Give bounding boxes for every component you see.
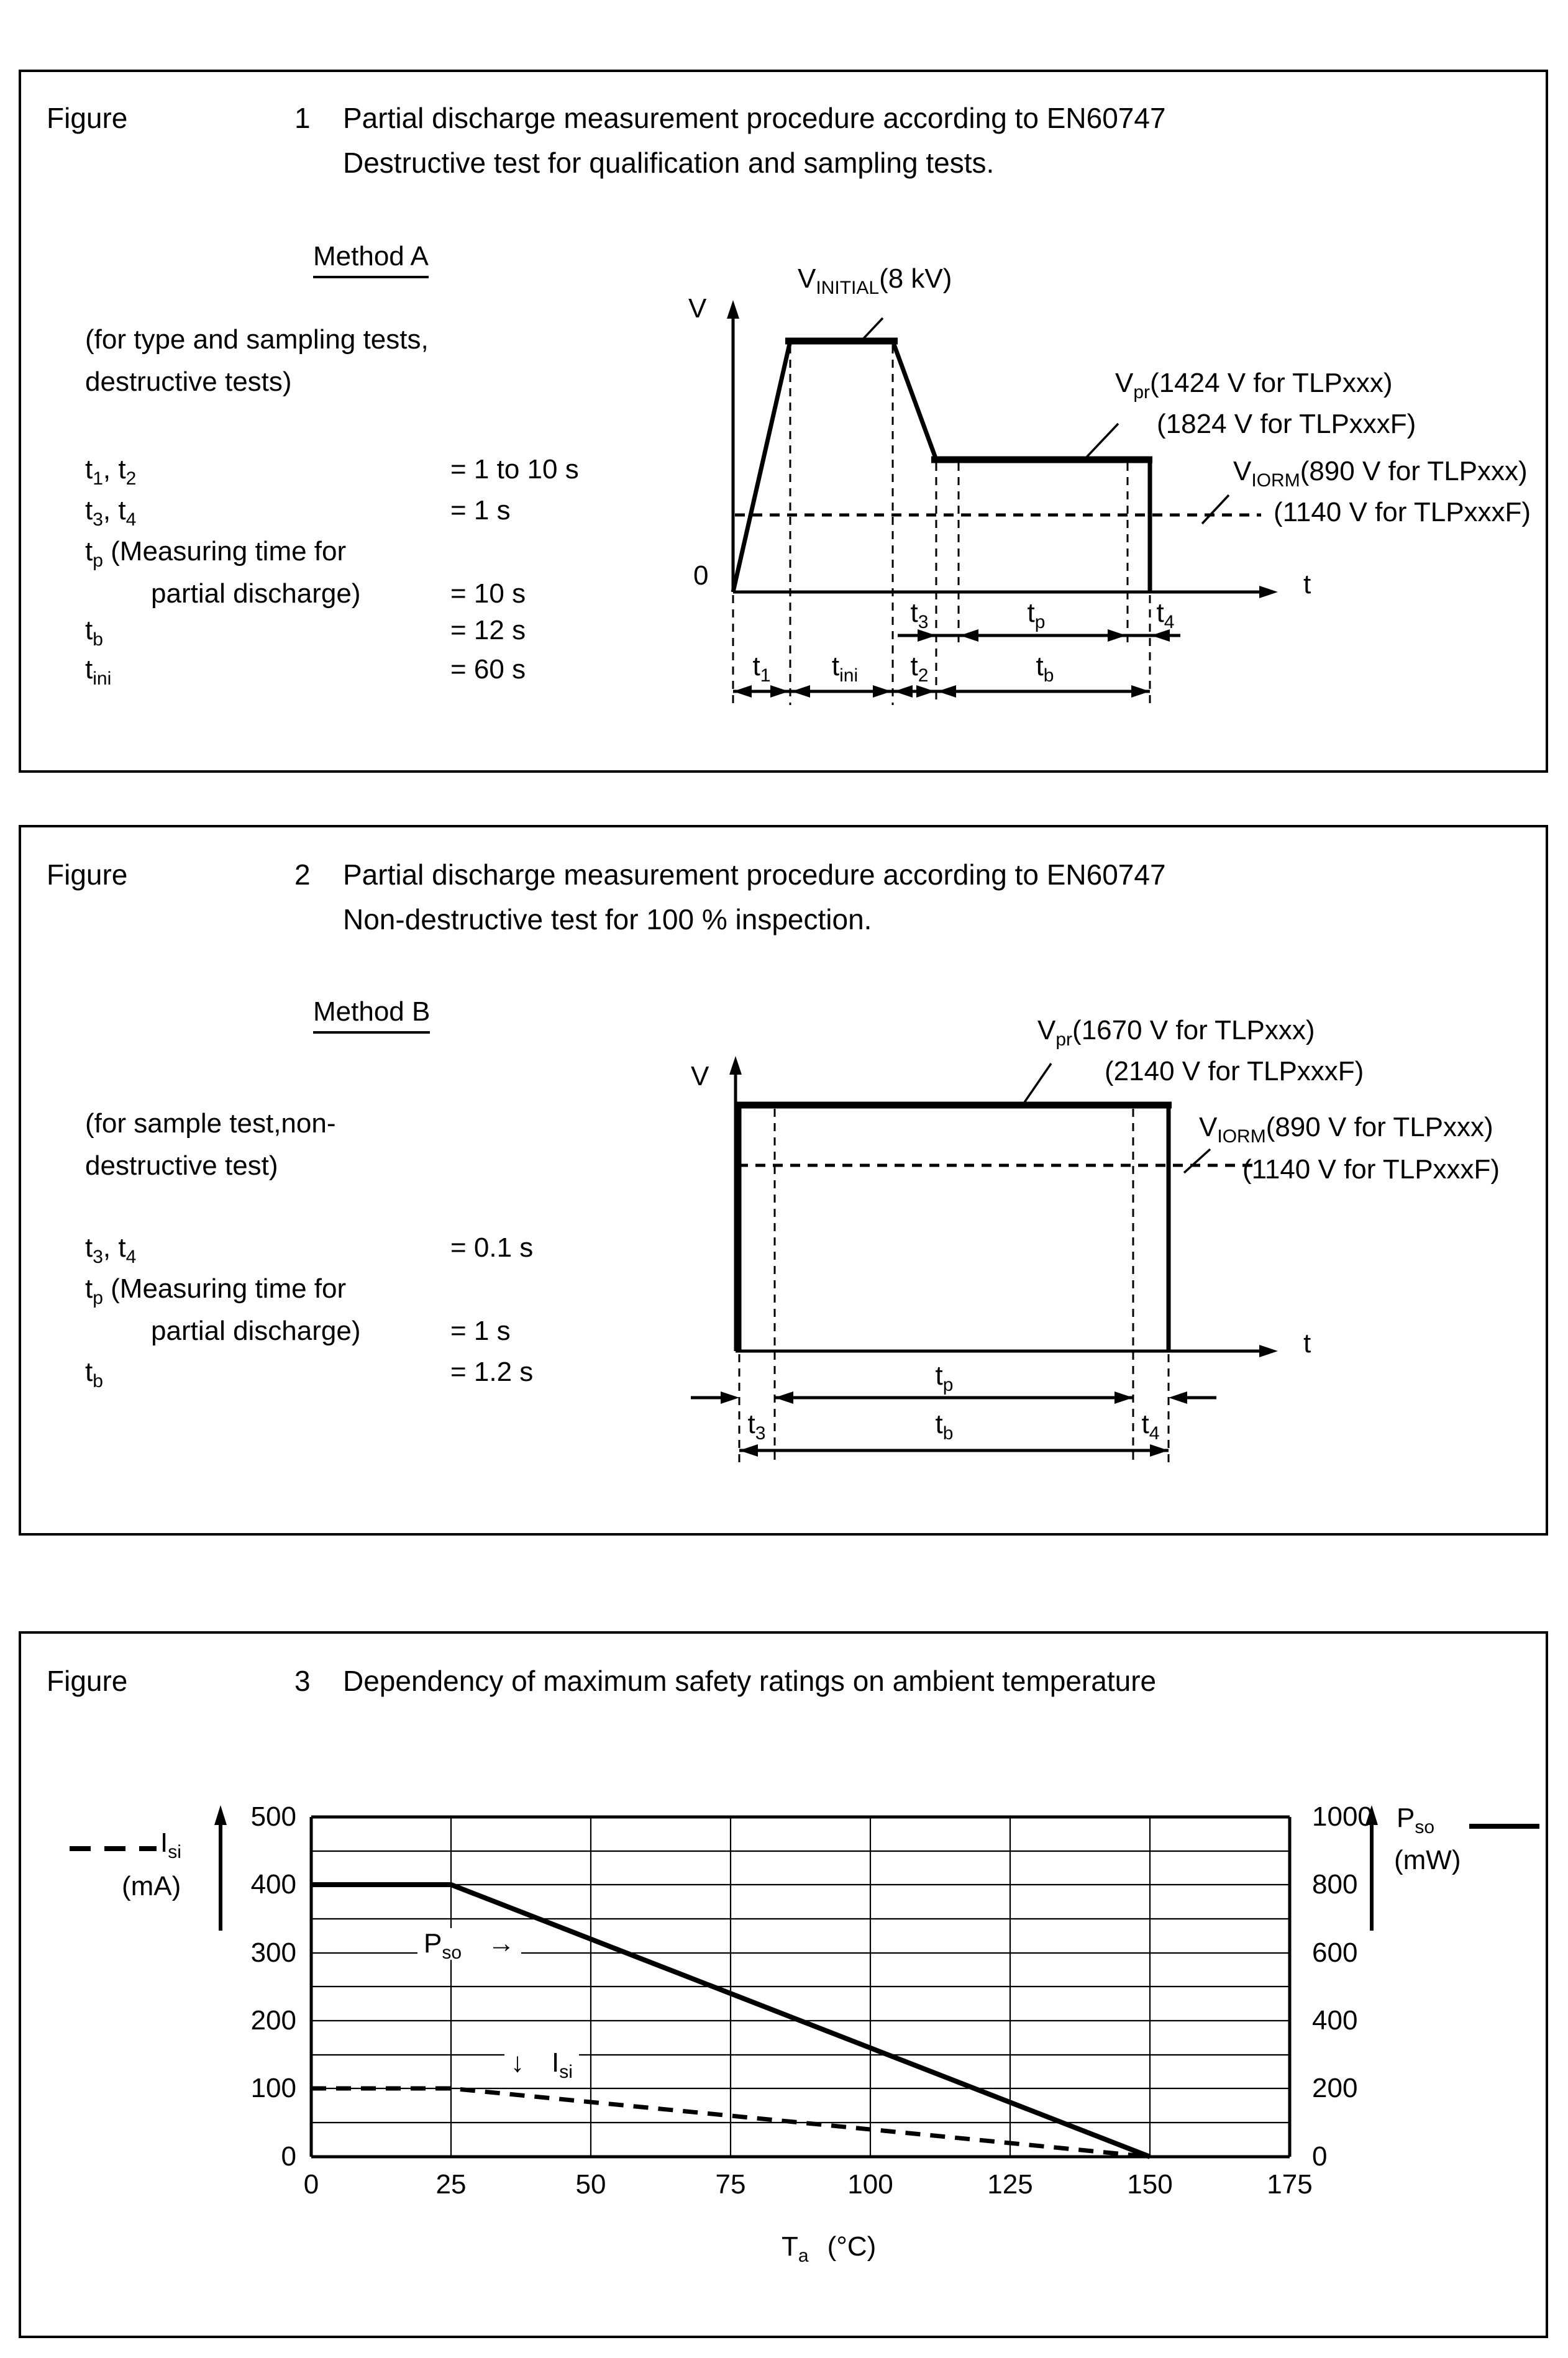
figure1-vpr-label-line1: $V_{pr}(1424$ V for TLPxxx) (1115, 368, 1393, 403)
figure2-param-tp-value: = 1 s (450, 1316, 511, 1346)
figure2-v-axis-label: V (691, 1061, 709, 1091)
figure2-tp-interval-label: $t_p$ (935, 1360, 954, 1395)
figure2-t3-interval-label: $t_3$ (747, 1409, 766, 1444)
right-axis-tick-600: 600 (1312, 1937, 1358, 1968)
figure2-title-line2: Non-destructive test for 100 % inspection. (343, 903, 872, 935)
figure1-tb-interval-label: $t_b$ (1036, 651, 1054, 686)
figure1-title-line1: Partial discharge measurement procedure according to EN60747 (343, 102, 1166, 134)
figure2-method: Method B (313, 996, 430, 1034)
right-axis-tick-0: 0 (1312, 2141, 1328, 2172)
figure1-param-tb: $t_b$ (85, 615, 103, 650)
figure1-param-t3t4: $t_3$, $t_4$ (85, 495, 137, 530)
tb-dimension-arrows (739, 1444, 1169, 1457)
figure3-right-legend-pso: $P_{so}$ (1397, 1803, 1435, 1837)
figure1-param-t1t2-value: = 1 to 10 s (450, 454, 579, 485)
right-axis-tick-1000: 1000 (1312, 1801, 1373, 1832)
time-boundary-dashes (739, 1109, 1169, 1466)
tp-dimension-arrows (691, 1391, 1216, 1404)
left-axis-tick-200: 200 (250, 2005, 296, 2036)
figure2-t4-interval-label: $t_4$ (1141, 1409, 1160, 1444)
x-axis-tick-125: 125 (987, 2169, 1033, 2200)
figure1-number: 1 (294, 102, 311, 134)
figure2-viorm-label-line1: $V_{IORM}(890$ V for TLPxxx) (1199, 1112, 1493, 1147)
figure2-tb-interval-label: $t_b$ (935, 1409, 954, 1444)
figure2-param-t3t4: $t_3$, $t_4$ (85, 1232, 137, 1267)
left-axis-tick-500: 500 (250, 1801, 296, 1832)
figure1-note-line1: (for type and sampling tests, (85, 324, 429, 355)
right-axis-tick-800: 800 (1312, 1869, 1358, 1900)
figure2-title-line1: Partial discharge measurement procedure according to EN60747 (343, 858, 1166, 891)
figure2-viorm-label-line2: (1140 V for TLPxxxF) (1242, 1154, 1500, 1185)
figure3-number: 3 (294, 1665, 311, 1697)
figure2-t-axis-label: t (1303, 1328, 1311, 1359)
figure2-param-tb-value: = 1.2 s (450, 1357, 534, 1387)
right-axis-tick-200: 200 (1312, 2073, 1358, 2103)
figure2-param-tp-line2: partial discharge) (151, 1316, 361, 1346)
figure2-param-tp: $t_p$ (Measuring time for (85, 1273, 347, 1308)
figure1-tp-interval-label: $t_p$ (1027, 598, 1046, 632)
figure2-param-tb: $t_b$ (85, 1357, 103, 1391)
figure1-label: Figure (47, 102, 128, 134)
left-axis-tick-300: 300 (250, 1937, 296, 1968)
figure2-vpr-label-line1: $V_{pr}(1670$ V for TLPxxx) (1037, 1015, 1315, 1050)
right-arrow-icon: → (488, 1928, 516, 1959)
figure2-note-line2: destructive test) (85, 1150, 278, 1181)
lower-dimension-arrows (733, 685, 1150, 698)
figure2-note-line1: (for sample test,non- (85, 1108, 336, 1139)
figure2-vpr-label-line2: (2140 V for TLPxxxF) (1105, 1056, 1364, 1086)
x-axis-tick-0: 0 (303, 2169, 319, 2200)
figure1-param-t3t4-value: = 1 s (450, 495, 511, 526)
figure3-x-axis-label: $T_a$ (°C) (782, 2231, 877, 2266)
figure1-param-tini-value: = 60 s (450, 654, 526, 685)
figure2-label: Figure (47, 858, 128, 891)
left-axis-tick-100: 100 (250, 2073, 296, 2103)
figure1-v-axis-label: V (688, 293, 707, 324)
time-boundary-dashes (733, 345, 1150, 705)
x-axis-tick-100: 100 (847, 2169, 893, 2200)
left-axis-tick-0: 0 (281, 2141, 296, 2172)
figure1-t3-interval-label: $t_3$ (910, 598, 929, 632)
figure1-t4-interval-label: $t_4$ (1156, 598, 1175, 632)
x-axis-tick-25: 25 (435, 2169, 467, 2200)
figure1-title-line2: Destructive test for qualification and sampling tests. (343, 147, 995, 179)
figure1-viorm-label-line2: (1140 V for TLPxxxF) (1274, 497, 1531, 527)
down-arrow-icon: ↓ (511, 2047, 524, 2078)
figure1-vpr-label-line2: (1824 V for TLPxxxF) (1157, 409, 1416, 439)
figure1-t1-interval-label: $t_1$ (752, 651, 771, 686)
figure1-param-tp-value: = 10 s (450, 578, 526, 609)
figure1-param-tp: $t_p$ (Measuring time for (85, 536, 347, 571)
figure1-t-axis-label: t (1303, 569, 1311, 599)
figure2-param-t3t4-value: = 0.1 s (450, 1232, 534, 1263)
voltage-waveform (733, 341, 1152, 592)
figure2-number: 2 (294, 858, 311, 891)
axes (729, 1056, 1278, 1357)
figure3-left-legend-unit: (mA) (122, 1871, 181, 1901)
right-axis-tick-400: 400 (1312, 2005, 1358, 2036)
figure1-param-tp-line2: partial discharge) (151, 578, 361, 609)
chart-gridlines (311, 1817, 1290, 2157)
x-axis-tick-75: 75 (715, 2169, 746, 2200)
figure3-right-legend-unit: (mW) (1394, 1845, 1461, 1875)
pso-series-label: $P_{so}$ → (417, 1928, 521, 1960)
x-axis-tick-175: 175 (1267, 2169, 1313, 2200)
figure1-param-tb-value: = 12 s (450, 615, 526, 645)
x-axis-tick-50: 50 (575, 2169, 606, 2200)
x-axis-tick-150: 150 (1127, 2169, 1173, 2200)
figure1-vinitial-label: $V_{INITIAL}(8$ kV) (798, 263, 952, 298)
figure3-label: Figure (47, 1665, 128, 1697)
figure1-method: Method A (313, 241, 429, 278)
figure3-title: Dependency of maximum safety ratings on ambient temperature (343, 1665, 1157, 1697)
figure1-tini-interval-label: $t_{ini}$ (831, 651, 859, 686)
figure1-param-t1t2: $t_1$, $t_2$ (85, 454, 137, 489)
figure1-viorm-label-line1: $V_{IORM}(890$ V for TLPxxx) (1233, 456, 1528, 491)
figure3-derating-chart (25, 1795, 1547, 2199)
voltage-pulse (736, 1105, 1172, 1351)
left-axis-tick-400: 400 (250, 1869, 296, 1900)
figure1-note-line2: destructive tests) (85, 366, 292, 397)
axes (727, 300, 1278, 598)
isi-series-label: ↓ $I_{si}$ (504, 2047, 579, 2079)
figure1-param-tini: $t_{ini}$ (85, 654, 112, 689)
figure3-left-legend-isi: $I_{si}$ (160, 1828, 181, 1862)
figure1-origin-label: 0 (693, 560, 709, 591)
figure1-t2-interval-label: $t_2$ (910, 651, 929, 686)
